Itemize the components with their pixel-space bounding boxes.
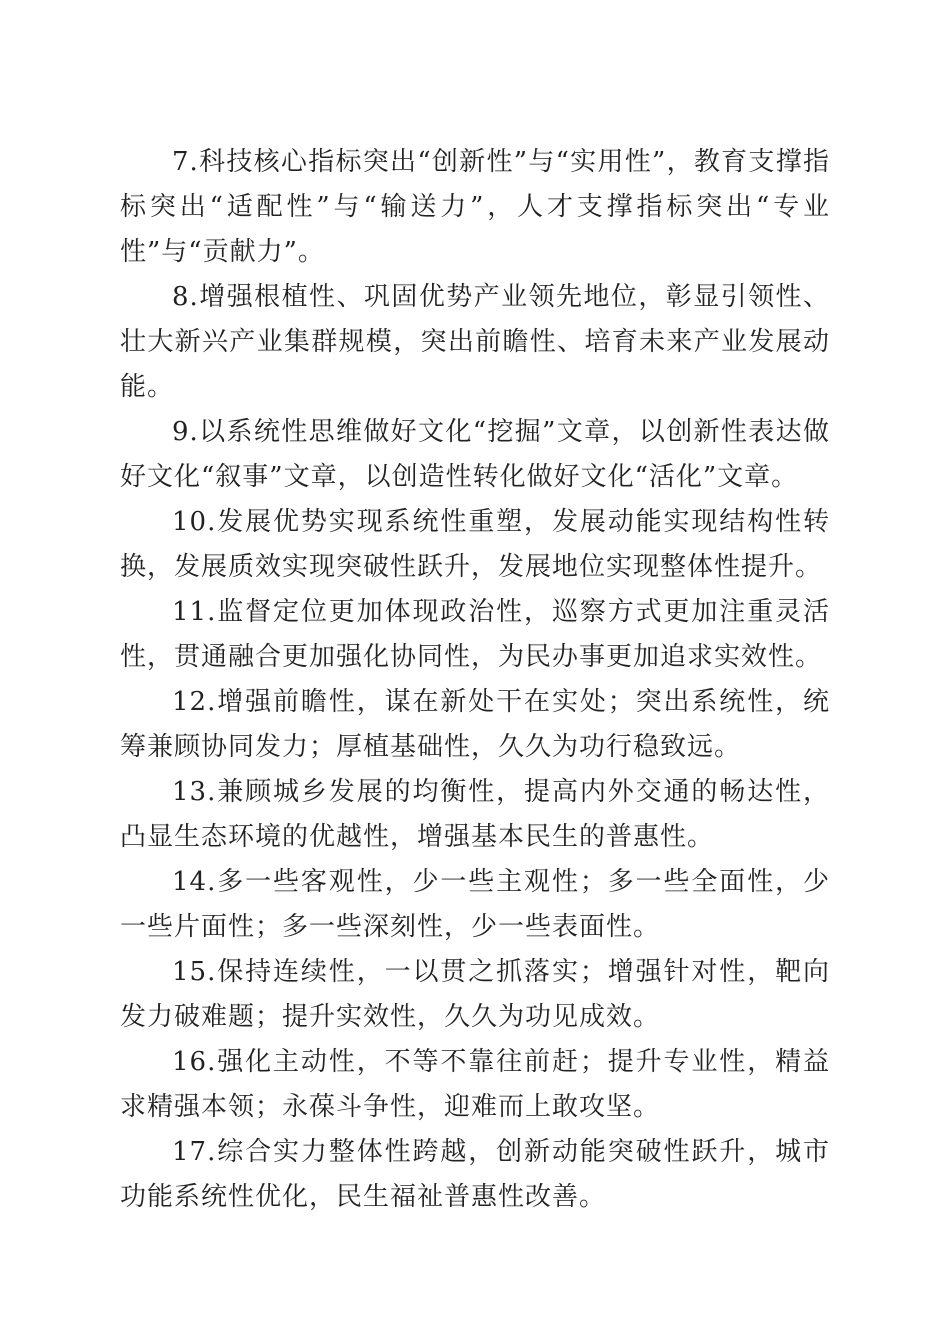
paragraph-15: 15.保持连续性，一以贯之抓落实；增强针对性，靶向发力破难题；提升实效性，久久为功见成效。 [120, 957, 830, 1032]
document-body [120, 140, 830, 1220]
paragraph-11: 11.监督定位更加体现政治性，巡察方式更加注重灵活性，贯通融合更加强化协同性，为民办事更加追求实效性。 [120, 597, 830, 672]
paragraph-10: 10.发展优势实现系统性重塑，发展动能实现结构性转换，发展质效实现突破性跃升，发展地位实现整体性提升。 [120, 507, 830, 582]
paragraph-7: 7.科技核心指标突出“创新性”与“实用性”，教育支撑指标突出“适配性”与“输送力”，人才支撑指标突出“专业性”与“贡献力”。 [120, 147, 830, 267]
paragraph-13: 13.兼顾城乡发展的均衡性，提高内外交通的畅达性，凸显生态环境的优越性，增强基本民生的普惠性。 [120, 777, 830, 852]
paragraph-9: 9.以系统性思维做好文化“挖掘”文章，以创新性表达做好文化“叙事”文章，以创造性转化做好文化“活化”文章。 [120, 417, 830, 492]
paragraph-12: 12.增强前瞻性，谋在新处干在实处；突出系统性，统筹兼顾协同发力；厚植基础性，久久为功行稳致远。 [120, 687, 830, 762]
paragraph-17: 17.综合实力整体性跨越，创新动能突破性跃升，城市功能系统性优化，民生福祉普惠性改善。 [120, 1137, 830, 1212]
paragraph-8: 8.增强根植性、巩固优势产业领先地位，彰显引领性、壮大新兴产业集群规模，突出前瞻性、培育未来产业发展动能。 [120, 282, 830, 402]
paragraph-16: 16.强化主动性，不等不靠往前赶；提升专业性，精益求精强本领；永葆斗争性，迎难而上敢攻坚。 [120, 1047, 830, 1122]
paragraph-14: 14.多一些客观性，少一些主观性；多一些全面性，少一些片面性；多一些深刻性，少一些表面性。 [120, 867, 830, 942]
